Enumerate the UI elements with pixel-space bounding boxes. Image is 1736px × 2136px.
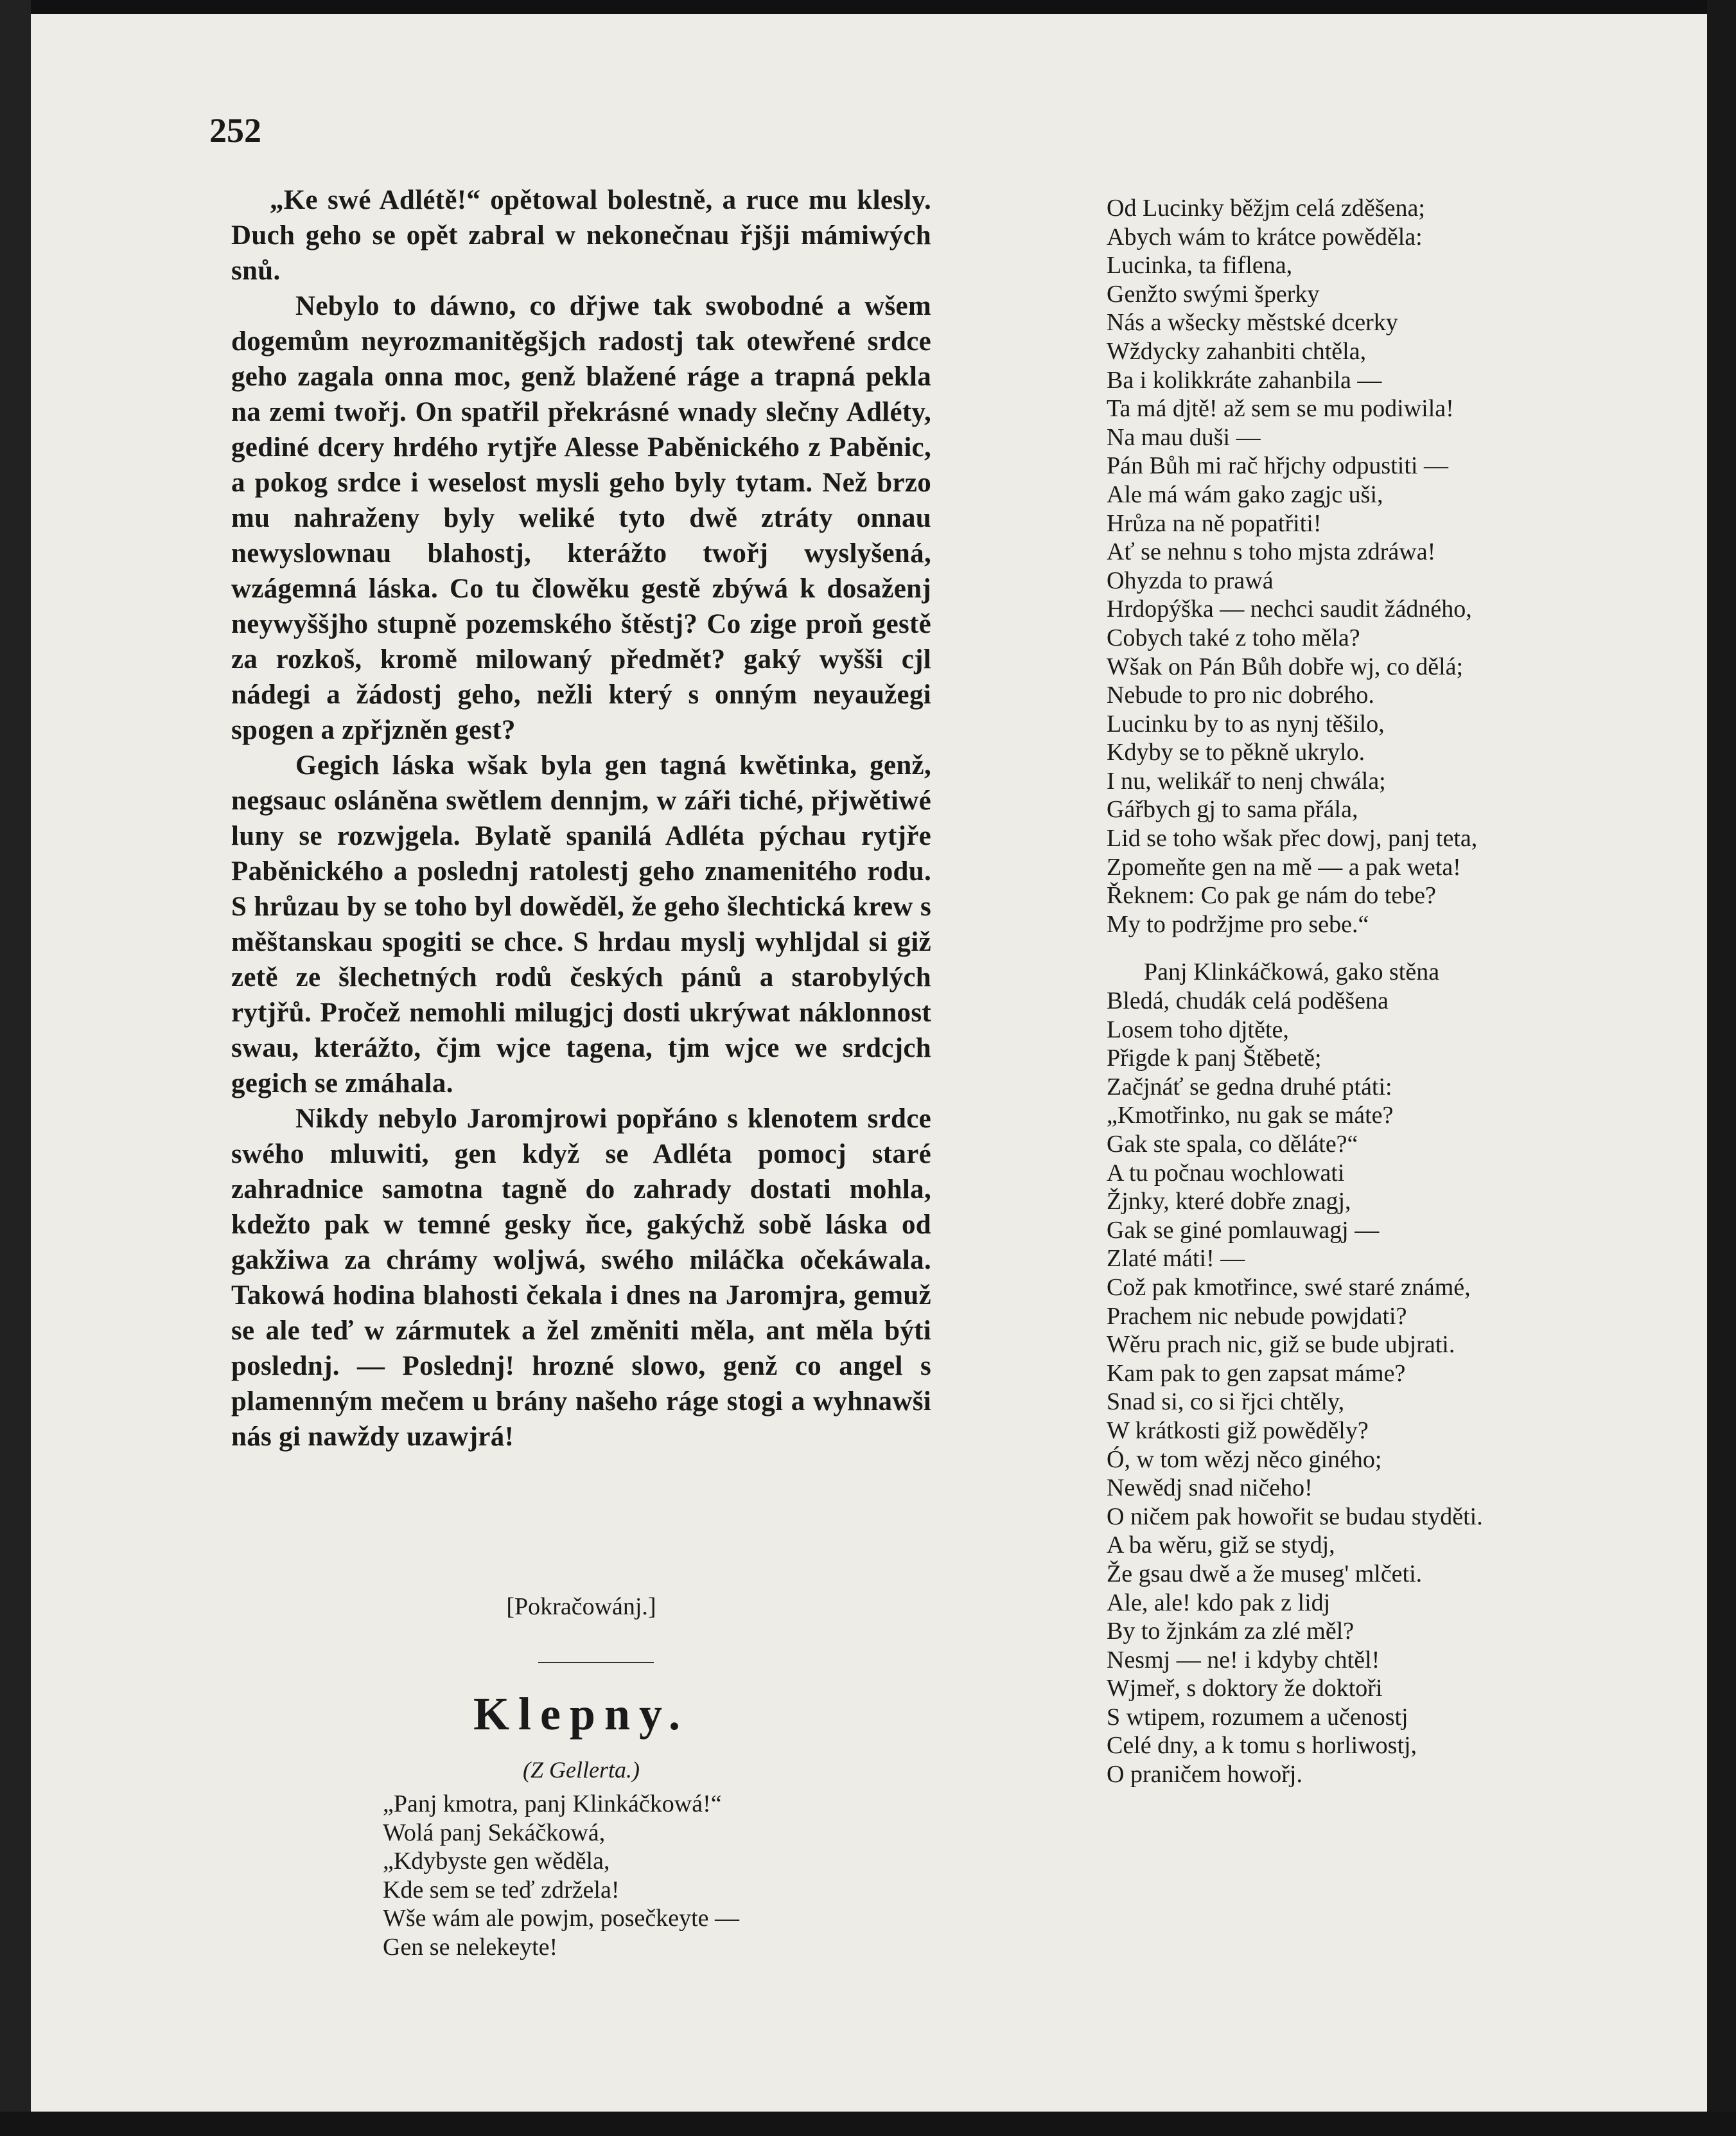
verse-line: Gářbych gj to sama přála, [1107,796,1358,824]
poem-title: Klepny. [473,1688,690,1740]
verse-line: I nu, welikář to nenj chwála; [1107,767,1386,795]
verse-line: Wjmeř, s doktory že doktoři [1107,1675,1383,1702]
verse-line: „Kmotřinko, nu gak se máte? [1107,1102,1394,1129]
prose-paragraph: Gegich láska wšak byla gen tagná kwětinka, genž, negsauc osláněna swětlem dennjm, w záři tiché, přjwětiwé luny se rozwjgela. Bylatě spanilá Adléta pýchau rytjře Paběnického a poslednj ratolestj geho znamenitého rodu. S hrůzau by se toho byl dowěděl, že geho šlechtická krew s měštanskau spogiti se chce. S hrdau myslj wyhljdal si giž zetě ze šlechetných rodů českých pánů a starobylých rytjřů. Pročež nemohli milugjcj dosti ukrýwat náklonnost swau, kterážto, čjm wjce tagena, tjm wjce we srdcjch gegich se zmáhala. [231,750,931,1099]
verse-line: Zlaté máti! — [1107,1245,1245,1273]
verse-line: Nás a wšecky městské dcerky [1107,309,1398,337]
verse-line: „Kdybyste gen wěděla, [383,1848,610,1875]
book-page [31,14,1707,2112]
verse-line: Hrdopýška — nechci saudit žádného, [1107,596,1472,623]
prose-paragraph: Nebylo to dáwno, co dřjwe tak swobodné a wšem dogemům neyrozmanitěgšjch radostj tak otewřené srdce geho zagala onna moc, genž blažené ráge a trapná pekla na zemi twořj. On spatřil překrásné wnady slečny Adléty, gediné dcery hrdého rytjře Alesse Paběnického z Paběnic, a pokog srdce i weselost mysli geho byly tytam. Než brzo mu nahraženy byly weliké tyto dwě ztráty onnau newyslownau blahostj, kterážto twořj wyslyšená, wzágemná láska. Co tu člowěku gestě zbýwá k dosaženj neywyššjho stupně pozemského štěstj? Co zige proň gestě za rozkoš, kromě milowaný předmět? gaký wyšši cjl nádegi a žádostj geho, nežli který s onným neyaužegi spogen a zpřjzněn gest? [231,291,931,745]
verse-line: Gen se nelekeyte! [383,1933,558,1961]
verse-line: „Panj kmotra, panj Klinkáčkowá!“ [383,1790,722,1817]
verse-line: Hrůza na ně popatřiti! [1107,509,1322,537]
verse-line: Lucinka, ta fiflena, [1107,252,1293,279]
verse-line: O ničem pak howořit se budau styděti. [1107,1503,1483,1530]
verse-line: Nesmj — ne! i kdyby chtěl! [1107,1646,1380,1673]
verse-line: Což pak kmotřince, swé staré známé, [1107,1273,1471,1301]
verse-line: Panj Klinkáčkowá, gako stěna [1144,958,1440,986]
verse-line: Řeknem: Co pak ge nám do tebe? [1107,882,1436,910]
verse-line: My to podržjme pro sebe.“ [1107,910,1369,938]
verse-line: Wolá panj Sekáčkowá, [383,1819,606,1846]
verse-line: Losem toho djtěte, [1107,1016,1289,1043]
verse-line: Pán Bůh mi rač hřjchy odpustiti — [1107,452,1448,480]
verse-line: Kde sem se teď zdržela! [383,1876,620,1903]
scan-border-left [0,0,31,2136]
section-divider [538,1662,654,1663]
poem-right-column [1107,194,1483,1789]
verse-line: Celé dny, a k tomu s horliwostj, [1107,1732,1417,1760]
prose-paragraph: „Ke swé Adlétě!“ opětowal bolestně, a ruce mu klesly. Duch geho se opět zabral w nekonečnau řjšji mámiwých snů. [231,185,931,286]
verse-line: Ať se nehnu s toho mjsta zdráwa! [1107,538,1436,566]
verse-line: Gak se giné pomlauwagj — [1107,1216,1380,1244]
verse-line: Začjnáť se gedna druhé ptáti: [1107,1073,1392,1100]
verse-line: W krátkosti giž powěděly? [1107,1417,1369,1444]
verse-line: Wšak on Pán Bůh dobře wj, co dělá; [1107,653,1464,680]
verse-line: Že gsau dwě a že museg' mlčeti. [1107,1560,1423,1587]
verse-line: S wtipem, rozumem a učenostj [1107,1703,1408,1731]
verse-line: Cobych také z toho měla? [1107,624,1360,651]
verse-line: Bledá, chudák celá poděšena [1107,987,1389,1015]
verse-line: Ale má wám gako zagjc uši, [1107,481,1383,508]
poem-source: (Z Gellerta.) [523,1757,640,1783]
verse-line: Přigde k panj Štěbetě; [1107,1045,1322,1072]
verse-line: Prachem nic nebude powjdati? [1107,1302,1407,1330]
verse-line: Ta má djtě! až sem se mu podiwila! [1107,395,1454,423]
verse-line: Gak ste spala, co děláte?“ [1107,1131,1358,1158]
verse-line: Genžto swými šperky [1107,280,1320,308]
verse-line: Od Lucinky běžjm celá zděšena; [1107,195,1425,222]
prose-paragraph: Nikdy nebylo Jaromjrowi popřáno s klenotem srdce swého mluwiti, gen když se Adléta pomocj staré zahradnice samotna tagně do zahrady dostati mohla, kdežto pak w temné gesky ňce, gakýchž sobě láska od gakžiwa za chrámy woljwá, swého miláčka očekáwala. Takowá hodina blahosti čekala i dnes na Jaromjra, gemuž se ale teď w zármutek a žel změniti měla, ant měla býti poslednj. — Poslednj! hrozné slowo, genž co angel s plamenným mečem u brány našeho ráge stogi a wyhnawši nás gi nawždy uzawjrá! [231,1104,931,1452]
verse-line: Ale, ale! kdo pak z lidj [1107,1589,1331,1616]
verse-line: Ó, w tom wězj něco giného; [1107,1445,1382,1473]
continuation-note: [Pokračowánj.] [506,1593,656,1620]
verse-line: Newědj snad ničeho! [1107,1474,1313,1502]
verse-line: O praničem howořj. [1107,1761,1302,1788]
scan-border-bottom [0,2112,1736,2136]
verse-line: Wše wám ale powjm, posečkeyte — [383,1905,740,1932]
verse-line: A ba wěru, giž se stydj, [1107,1531,1335,1559]
verse-line: Snad si, co si řjci chtěly, [1107,1388,1345,1416]
verse-line: Nebude to pro nic dobrého. [1107,682,1374,709]
verse-line: A tu počnau wochlowati [1107,1159,1345,1187]
verse-line: Zpomeňte gen na mě — a pak weta! [1107,853,1461,881]
stanza-gap [1107,939,1483,958]
verse-line: Kam pak to gen zapsat máme? [1107,1359,1406,1387]
verse-line: Ohyzda to prawá [1107,567,1274,594]
verse-line: By to žjnkám za zlé měl? [1107,1618,1355,1645]
prose-column [231,182,931,1454]
verse-line: Lucinku by to as nynj těšilo, [1107,710,1385,737]
verse-line: Abych wám to krátce powěděla: [1107,223,1423,251]
verse-line: Lid se toho wšak přec dowj, panj teta, [1107,825,1478,852]
verse-line: Na mau duši — [1107,423,1261,451]
scan-border-top [0,0,1736,14]
verse-line: Kdyby se to pěkně ukrylo. [1107,739,1365,766]
page-number: 252 [209,111,261,150]
poem-opening-stanza [383,1790,739,1962]
verse-line: Ba i kolikkráte zahanbila — [1107,366,1382,394]
verse-line: Wěru prach nic, giž se bude ubjrati. [1107,1331,1455,1359]
scan-border-right [1707,0,1736,2136]
verse-line: Wždycky zahanbiti chtěla, [1107,337,1367,365]
verse-line: Žjnky, které dobře znagj, [1107,1188,1351,1215]
